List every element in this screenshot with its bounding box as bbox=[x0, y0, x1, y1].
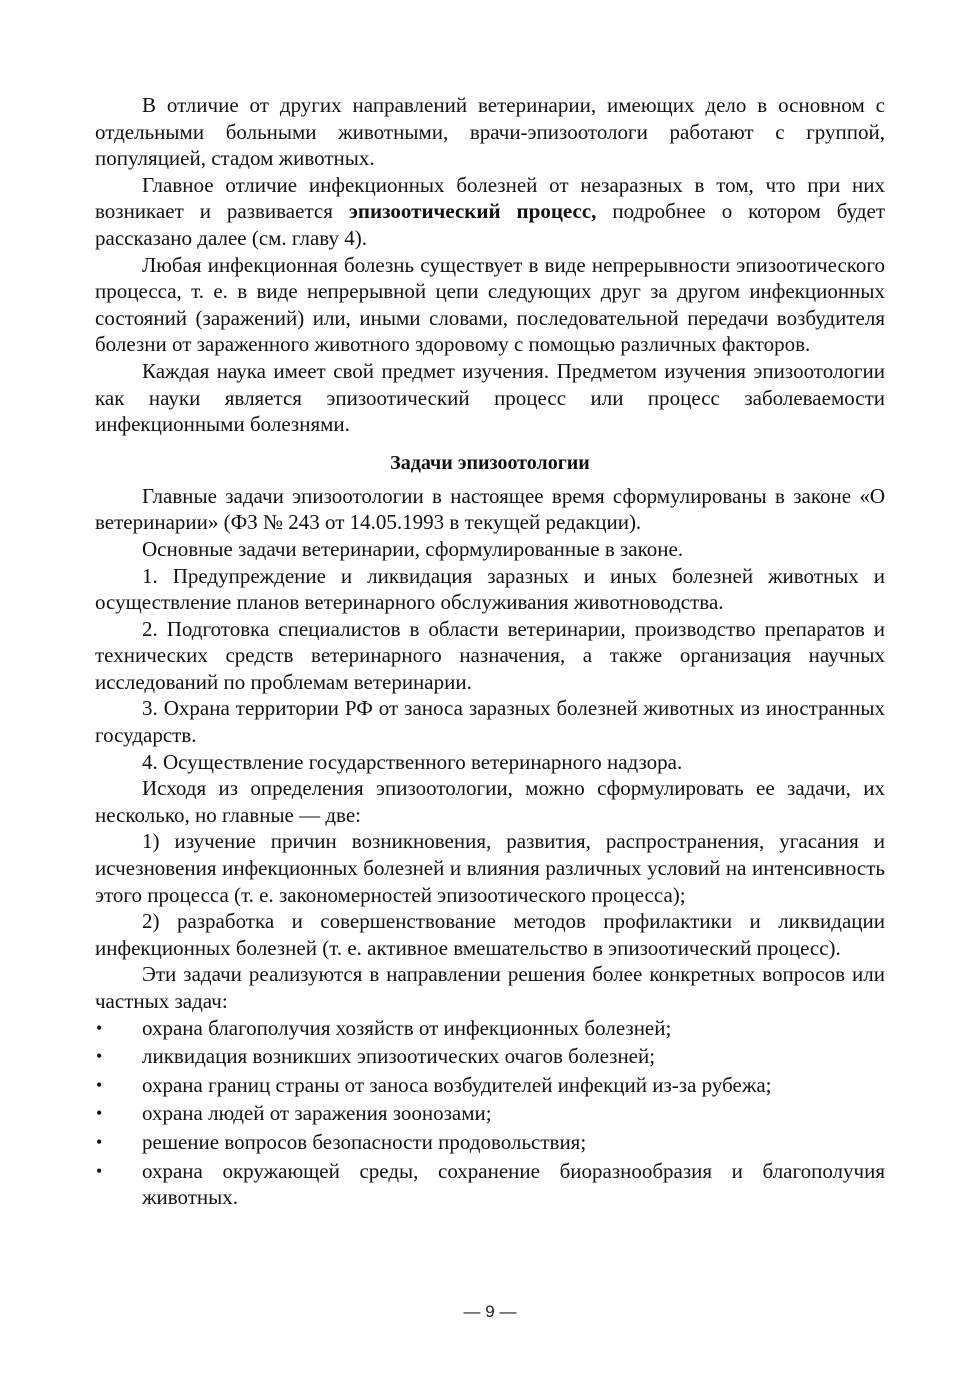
task-item-2: 2. Подготовка специалистов в области ветеринарии, производство препаратов и технических средств ветеринарного назначения, а также организация научных исследований по проблемам ветеринарии. bbox=[95, 616, 885, 694]
task-item-4: 4. Осуществление государственного ветеринарного надзора. bbox=[142, 749, 683, 774]
paragraph-intro: В отличие от других направлений ветеринарии, имеющих дело в основном с отдельными больными животными, врачи-эпизоотологи работают с группой, популяцией, стадом животных. bbox=[95, 93, 885, 171]
section-heading: Задачи эпизоотологии bbox=[390, 451, 590, 474]
paragraph-continuity: Любая инфекционная болезнь существует в виде непрерывности эпизоотического процесса, т. е. в виде непрерывной цепи следующих друг за другом инфекционных состояний (заражений) или, иными словами, последовательной передачи возбудителя болезни от зараженного животного здоровому с помощью различных факторов. bbox=[95, 252, 885, 357]
page-number: — 9 — bbox=[463, 1302, 517, 1321]
bullet-item bbox=[95, 1129, 885, 1156]
main-task-2: 2) разработка и совершенствование методов профилактики и ликвидации инфекционных болезней (т. е. активное вмешательство в эпизоотический процесс). bbox=[95, 909, 885, 960]
bullet-marker: • bbox=[96, 1017, 103, 1038]
paragraph-main-difference-after: подробнее о котором будет рассказано далее (см. главу 4). bbox=[95, 199, 886, 250]
paragraph-main-difference-before: Главное отличие инфекционных болезней от незаразных в том, что при них возникает и развивается bbox=[95, 172, 885, 224]
bullet-item bbox=[95, 1043, 885, 1070]
bullet-marker: • bbox=[96, 1131, 103, 1152]
bullet-item bbox=[95, 1072, 885, 1099]
bullet-marker: • bbox=[96, 1046, 103, 1067]
bullet-item bbox=[95, 1100, 885, 1127]
bullet-text: охрана людей от заражения зоонозами; bbox=[142, 1101, 492, 1126]
bullet-list bbox=[95, 1015, 885, 1211]
document-page bbox=[95, 92, 885, 1213]
paragraph-subject: Каждая наука имеет свой предмет изучения. Предметом изучения эпизоотологии как науки является эпизоотический процесс или процесс заболеваемости инфекционными болезнями. bbox=[95, 358, 885, 437]
task-item-1: 1. Предупреждение и ликвидация заразных и иных болезней животных и осуществление планов ветеринарного обслуживания животноводства. bbox=[95, 563, 885, 615]
paragraph-main-difference bbox=[95, 172, 885, 252]
bullet-item bbox=[95, 1015, 885, 1042]
paragraph-main-tasks-intro: Основные задачи ветеринарии, сформулированные в законе. bbox=[142, 536, 684, 561]
bullet-item bbox=[95, 1158, 885, 1211]
paragraph-specific-tasks-intro: Эти задачи реализуются в направлении решения более конкретных вопросов или частных задач: bbox=[95, 962, 885, 1013]
paragraph-two-tasks-intro: Исходя из определения эпизоотологии, можно сформулировать ее задачи, их несколько, но главные — две: bbox=[95, 776, 885, 827]
bullet-marker: • bbox=[96, 1103, 103, 1124]
bullet-text: решение вопросов безопасности продовольствия; bbox=[142, 1129, 587, 1154]
paragraph-law: Главные задачи эпизоотологии в настоящее время сформулированы в законе «О ветеринарии» (ФЗ № 243 от 14.05.1993 в текущей редакции). bbox=[95, 483, 885, 535]
bullet-marker: • bbox=[96, 1074, 103, 1095]
bullet-text: охрана благополучия хозяйств от инфекционных болезней; bbox=[142, 1015, 672, 1040]
bullet-text: охрана окружающей среды, сохранение биоразнообразия и благополучия животных. bbox=[142, 1158, 885, 1210]
bullet-text: ликвидация возникших эпизоотических очагов болезней; bbox=[142, 1044, 656, 1069]
term-epizootic-process: эпизоотический процесс, bbox=[348, 199, 597, 224]
bullet-text: охрана границ страны от заноса возбудителей инфекций из-за рубежа; bbox=[142, 1072, 772, 1097]
task-item-3: 3. Охрана территории РФ от заноса заразных болезней животных из иностранных государств. bbox=[95, 696, 885, 748]
main-task-1: 1) изучение причин возникновения, развития, распространения, угасания и исчезновения инфекционных болезней и влияния различных условий на интенсивность этого процесса (т. е. закономерностей эпизоотического процесса); bbox=[95, 829, 885, 907]
bullet-marker: • bbox=[96, 1160, 103, 1181]
